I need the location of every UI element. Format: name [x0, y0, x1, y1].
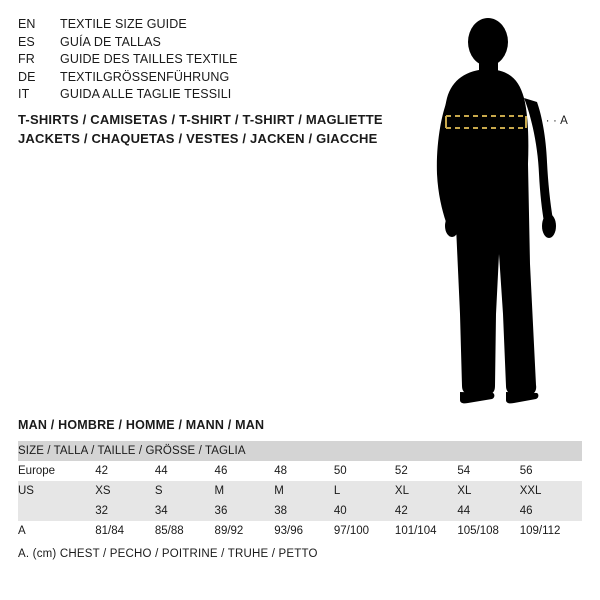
- table-header-row: [18, 441, 582, 461]
- cell: 36: [215, 501, 275, 521]
- measure-label-a: [546, 115, 568, 127]
- language-row: [18, 51, 378, 69]
- cell: 34: [155, 501, 215, 521]
- cell: 85/88: [155, 521, 215, 541]
- cell: 44: [155, 461, 215, 481]
- cell: 54: [457, 461, 519, 481]
- cell: 48: [274, 461, 334, 481]
- language-code: ES: [18, 34, 35, 49]
- cell: 46: [215, 461, 275, 481]
- cell: 52: [395, 461, 457, 481]
- cell: 50: [334, 461, 395, 481]
- garment-type-tshirts: T-SHIRTS / CAMISETAS / T-SHIRT / T-SHIRT / MAGLIETTE: [18, 112, 383, 127]
- measure-letter: A: [560, 115, 569, 127]
- cell: 101/104: [395, 521, 457, 541]
- cell: 105/108: [457, 521, 519, 541]
- language-row: [18, 86, 378, 104]
- cell: 109/112: [520, 521, 582, 541]
- cell: S: [155, 481, 215, 501]
- cell: XS: [95, 481, 155, 501]
- cell: L: [334, 481, 395, 501]
- table-row: [18, 461, 582, 481]
- cell: XL: [457, 481, 519, 501]
- table-footnote: A. (cm) CHEST / PECHO / POITRINE / TRUHE / PETTO: [18, 548, 318, 560]
- language-text: GUIDA ALLE TAGLIE TESSILI: [60, 87, 232, 101]
- garment-types-block: [18, 110, 438, 148]
- measure-marker: ∙ ∙: [546, 115, 558, 127]
- cell: 93/96: [274, 521, 334, 541]
- cell: 56: [520, 461, 582, 481]
- table-title: MAN / HOMBRE / HOMME / MANN / MAN: [18, 418, 265, 432]
- language-text: GUIDE DES TAILLES TEXTILE: [60, 52, 238, 66]
- cell: 42: [395, 501, 457, 521]
- language-text: TEXTILE SIZE GUIDE: [60, 17, 187, 31]
- cell: 32: [95, 501, 155, 521]
- body-figure: [400, 14, 600, 404]
- row-label: [18, 501, 95, 521]
- table-header-label: SIZE / TALLA / TAILLE / GRÖSSE / TAGLIA: [18, 441, 582, 461]
- cell: 44: [457, 501, 519, 521]
- cell: M: [274, 481, 334, 501]
- cell: XL: [395, 481, 457, 501]
- table-row: [18, 501, 582, 521]
- table-row: [18, 521, 582, 541]
- cell: 40: [334, 501, 395, 521]
- cell: M: [215, 481, 275, 501]
- cell: 81/84: [95, 521, 155, 541]
- cell: 38: [274, 501, 334, 521]
- male-silhouette-icon: [400, 14, 600, 404]
- language-code: FR: [18, 52, 35, 66]
- row-label: US: [18, 481, 95, 501]
- garment-type-jackets: JACKETS / CHAQUETAS / VESTES / JACKEN / GIACCHE: [18, 131, 378, 146]
- language-text: GUÍA DE TALLAS: [60, 34, 161, 49]
- row-label: Europe: [18, 461, 95, 481]
- cell: 46: [520, 501, 582, 521]
- language-row: [18, 16, 378, 34]
- cell: 89/92: [215, 521, 275, 541]
- language-code: IT: [18, 87, 30, 101]
- size-table: [18, 441, 582, 541]
- language-guide-block: [18, 16, 378, 104]
- language-row: [18, 69, 378, 87]
- language-code: DE: [18, 69, 36, 84]
- table-row: [18, 481, 582, 501]
- cell: XXL: [520, 481, 582, 501]
- cell: 42: [95, 461, 155, 481]
- row-label: A: [18, 521, 95, 541]
- language-code: EN: [18, 17, 36, 31]
- cell: 97/100: [334, 521, 395, 541]
- language-text: TEXTILGRÖSSENFÜHRUNG: [60, 69, 230, 84]
- language-row: [18, 34, 378, 52]
